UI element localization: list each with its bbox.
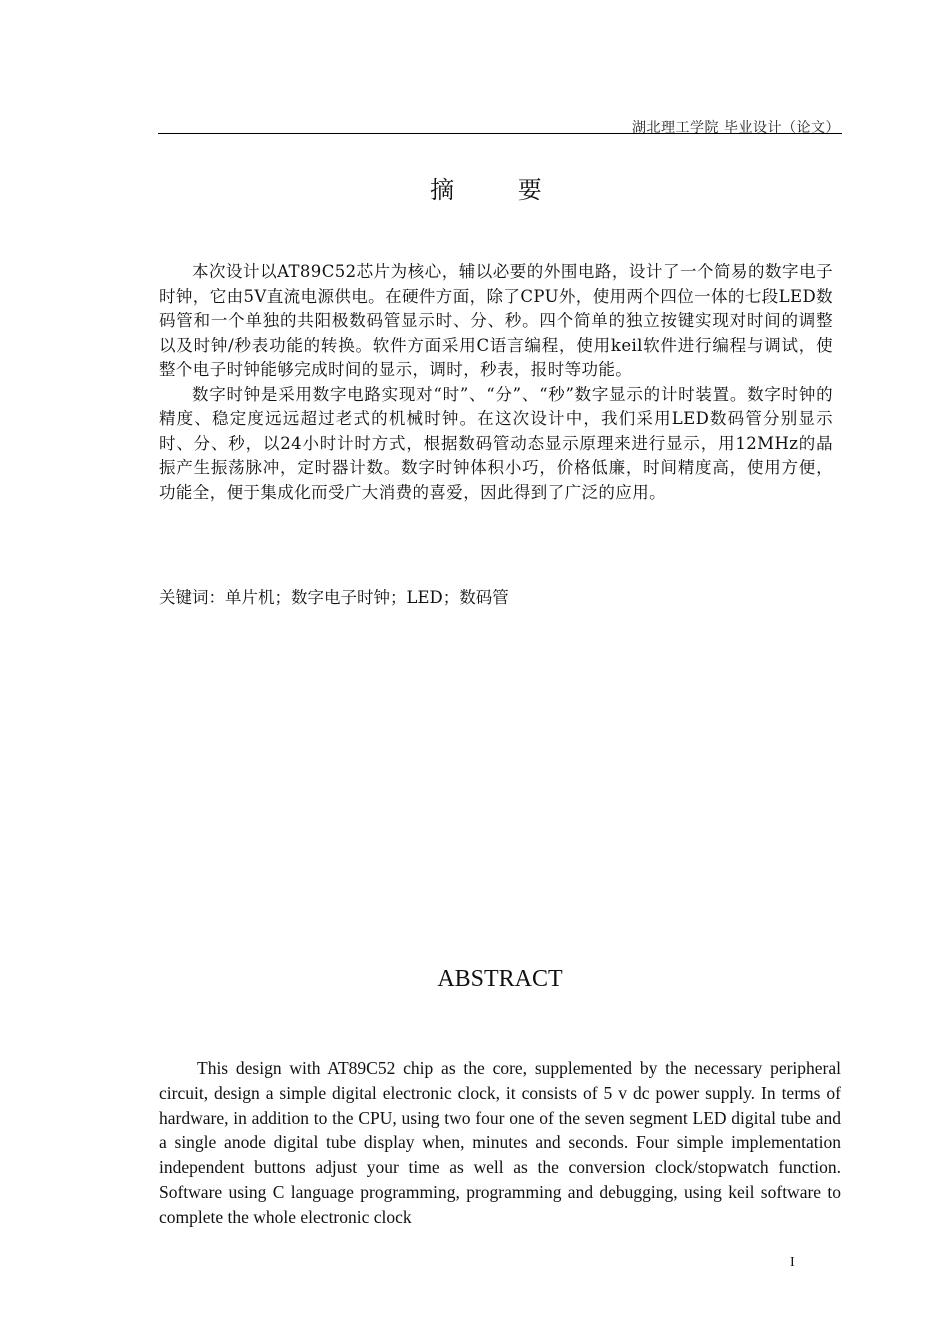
chinese-abstract-paragraph-2: 数字时钟是采用数字电路实现对“时”、“分”、“秒”数字显示的计时装置。数字时钟的精度、稳定度远远超过老式的机械时钟。在这次设计中，我们采用LED数码管分别显示时、分、秒，以24小时计时方式，根据数码管动态显示原理来进行显示，用12MHz的晶振产生振荡脉冲，定时器计数。数字时钟体积小巧，价格低廉，时间精度高，使用方便，功能全，便于集成化而受广大消费的喜爱，因此得到了广泛的应用。: [159, 384, 833, 502]
keywords-value: 单片机；数字电子时钟；LED；数码管: [225, 588, 509, 607]
header-rule: [158, 133, 842, 134]
chinese-abstract-title: 摘 要: [430, 176, 570, 204]
running-header: 湖北理工学院 毕业设计（论文）: [632, 120, 840, 136]
page-number: I: [790, 1255, 795, 1270]
chinese-abstract-paragraph-1: 本次设计以AT89C52芯片为核心，辅以必要的外围电路，设计了一个简易的数字电子时钟，它由5V直流电源供电。在硬件方面，除了CPU外，使用两个四位一体的七段LED数码管和一个单独的共阳极数码管显示时、分、秒。四个简单的独立按键实现对时间的调整以及时钟/秒表功能的转换。软件方面采用C语言编程，使用keil软件进行编程与调试，使整个电子时钟能够完成时间的显示，调时，秒表，报时等功能。: [159, 262, 833, 379]
english-abstract-title: ABSTRACT: [437, 966, 563, 992]
english-abstract-body: [159, 1056, 841, 1230]
english-abstract-paragraph-1: This design with AT89C52 chip as the core, supplemented by the necessary peripheral circuit, design a simple digital electronic clock, it consists of 5 v dc power supply. In terms of hardware, in addition to the CPU, using two four one of the seven segment LED digital tube and a single anode digital tube display when, minutes and seconds. Four simple implementation independent buttons adjust your time as well as the conversion clock/stopwatch function. Software using C language programming, programming and debugging, using keil software to complete the whole electronic clock: [159, 1058, 841, 1227]
keywords-label: 关键词：: [159, 588, 225, 607]
chinese-abstract-body: [159, 260, 833, 505]
keywords-line: [159, 584, 509, 608]
